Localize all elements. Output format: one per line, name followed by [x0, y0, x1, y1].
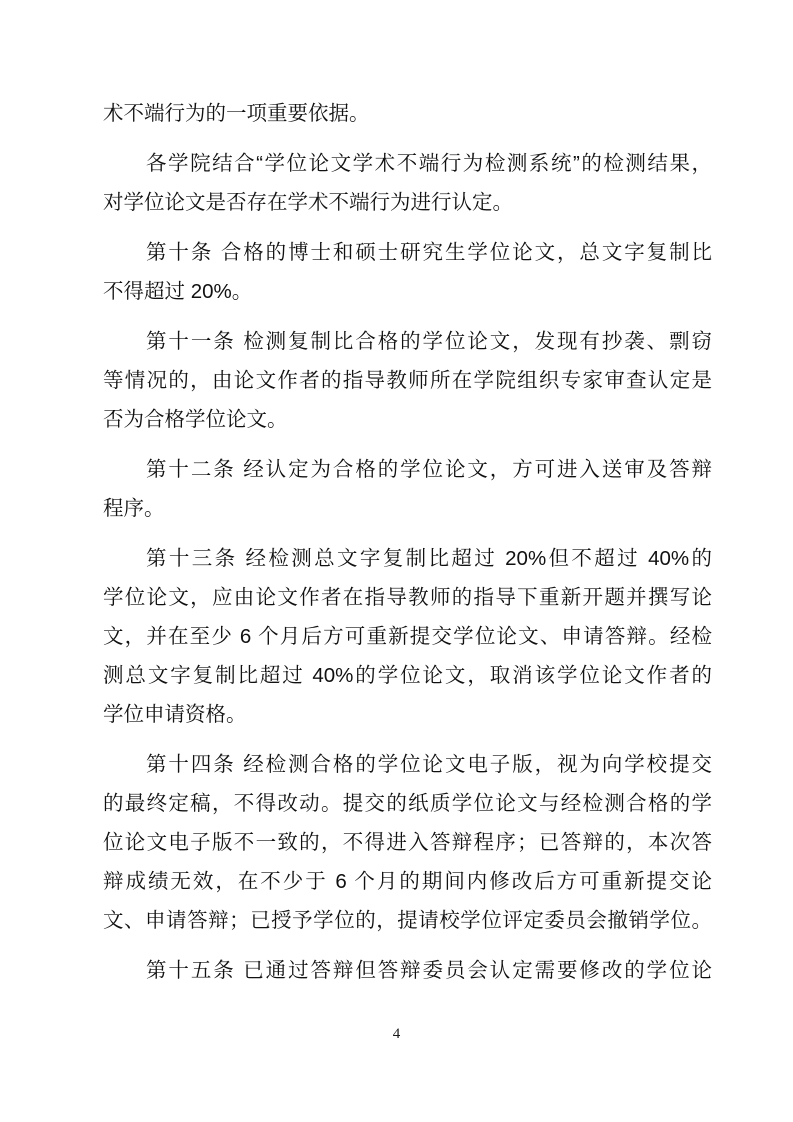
paragraph — [103, 233, 712, 311]
text-line: 否为合格学位论文。 — [103, 408, 288, 431]
text-line: 对学位论文是否存在学术不端行为进行认定。 — [103, 191, 513, 214]
paragraph — [103, 450, 712, 528]
paragraph — [103, 322, 712, 439]
text-line: 第十条 合格的博士和硕士研究生学位论文，总文字复制比 — [146, 241, 712, 264]
document-body — [103, 94, 712, 990]
text-line: 测总文字复制比超过 40%的学位论文，取消该学位论文作者的 — [103, 664, 712, 687]
text-line: 第十一条 检测复制比合格的学位论文，发现有抄袭、剽窃 — [146, 330, 712, 353]
text-line: 程序。 — [103, 497, 165, 520]
text-line: 各学院结合“学位论文学术不端行为检测系统”的检测结果， — [146, 152, 712, 175]
paragraph — [103, 951, 712, 990]
text-line: 不得超过 20%。 — [103, 280, 253, 303]
text-line: 等情况的，由论文作者的指导教师所在学院组织专家审查认定是 — [103, 369, 712, 392]
text-line: 第十二条 经认定为合格的学位论文，方可进入送审及答辩 — [146, 458, 712, 481]
text-line: 学位论文，应由论文作者在指导教师的指导下重新开题并撰写论 — [103, 586, 712, 609]
page-number: 4 — [392, 1026, 401, 1042]
paragraph — [103, 144, 712, 222]
text-line: 位论文电子版不一致的，不得进入答辩程序；已答辩的，本次答 — [103, 831, 712, 854]
text-line: 辩成绩无效，在不少于 6 个月的期间内修改后方可重新提交论 — [103, 870, 712, 893]
paragraph — [103, 539, 712, 734]
text-line: 第十四条 经检测合格的学位论文电子版，视为向学校提交 — [146, 753, 712, 776]
paragraph — [103, 94, 712, 133]
text-line: 第十三条 经检测总文字复制比超过 20%但不超过 40%的 — [146, 547, 712, 570]
text-line: 的最终定稿，不得改动。提交的纸质学位论文与经检测合格的学 — [103, 792, 712, 815]
text-line: 术不端行为的一项重要依据。 — [103, 102, 370, 125]
text-line: 第十五条 已通过答辩但答辩委员会认定需要修改的学位论 — [146, 959, 712, 982]
text-line: 文、申请答辩；已授予学位的，提请校学位评定委员会撤销学位。 — [103, 909, 712, 932]
text-line: 文，并在至少 6 个月后方可重新提交学位论文、申请答辩。经检 — [103, 625, 712, 648]
paragraph — [103, 745, 712, 940]
text-line: 学位申请资格。 — [103, 703, 247, 726]
